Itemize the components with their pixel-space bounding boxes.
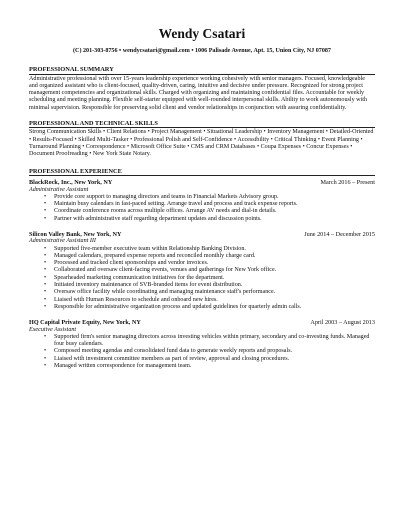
job-title: Administrative Assistant <box>29 186 89 193</box>
contact-line: (C) 201-303-8756 • wendycsatari@gmail.com • 1006 Palisade Avenue, Apt. 15, Union City, NJ 07087 <box>73 48 331 54</box>
skills-heading: PROFESSIONAL AND TECHNICAL SKILLS <box>29 120 375 129</box>
job-dates: June 2014 – December 2015 <box>304 230 375 238</box>
summary-text: Administrative professional with over 15-years leadership experience working cohesively with senior managers. Focused, knowledgeable and organized assistant who is client-focused, quality-driven, caring, intuitive and decisive under pressure. Recognized for strong project management competencies and organizational skills. Charged with organizing and maintaining confidential files. Accountable for weekly scheduling and meeting planning. Flexible self-starter equipped with well-rounded interpersonal skills. Ability to work autonomously with minimal supervision. Responsible for preserving solid client and vendor relationships in conjunction with assuring confidentiality. <box>29 75 367 111</box>
job-bullet: • Coordinate conference rooms across multiple offices. Arrange AV needs and dial-in details. <box>54 208 375 215</box>
job-bullet: • Supported firm's senior managing directors across investing vehicles within primary, secondary and co-investing funds. Managed four busy calendars. <box>54 334 375 349</box>
job-bullet: • Managed written correspondence for management team. <box>54 363 375 370</box>
job-bullet: • Maintain busy calendars in fast-paced setting. Arrange travel and process and track expense reports. <box>54 201 375 208</box>
job-bullet: • Initiated inventory maintenance of SVB-branded items for event distribution. <box>54 282 375 289</box>
job-bullet: • Liaised with investment committee members as part of review, approval and closing procedures. <box>54 356 375 363</box>
job-company: HQ Capital Private Equity, New York, NY <box>29 319 141 327</box>
job-bullet: • Composed meeting agendas and consolidated fund data to generate weekly reports and proposals. <box>54 348 375 355</box>
job-header <box>29 319 375 326</box>
job-bullet: • Processed and tracked client sponsorships and vendor invoices. <box>54 260 375 267</box>
job-bullet: • Responsible for administrative organization process and updated guidelines for quarterly admin calls. <box>54 304 375 311</box>
job-bullet: • Supported five-member executive team within Relationship Banking Division. <box>54 246 375 253</box>
skills-text: Strong Communication Skills • Client Relations • Project Management • Situational Leadership • Inventory Management • Detailed-Oriented • Results-Focused • Skilled Multi-Tasker • Professional Polish and Self-Confidence • Accessibility • Critical Thinking • Event Planning • Turnaround Planning • Correspondence • Microsoft Office Suite • CMS and CRM Databases • Coupa Expenses • Concur Expenses • Document Proofreading • New York State Notary. <box>29 129 374 158</box>
job-title: Administrative Assistant III <box>29 238 96 245</box>
job-bullet: • Provide core support to managing directors and teams in Financial Markets Advisory group. <box>54 194 375 201</box>
summary-section <box>29 66 375 112</box>
job-bullets <box>29 194 375 223</box>
experience-heading: PROFESSIONAL EXPERIENCE <box>29 168 375 177</box>
skills-section <box>29 120 375 159</box>
job-bullet: • Spearheaded marketing communication initiatives for the department. <box>54 275 375 282</box>
job-entry <box>29 319 375 370</box>
job-dates: April 2003 – August 2013 <box>310 319 375 327</box>
job-company: BlackRock, Inc., New York, NY <box>29 179 113 187</box>
job-list <box>29 179 375 370</box>
candidate-name: Wendy Csatari <box>158 26 246 41</box>
job-company: Silicon Valley Bank, New York, NY <box>29 230 122 238</box>
summary-heading: PROFESSIONAL SUMMARY <box>29 66 375 75</box>
job-entry <box>29 179 375 223</box>
job-dates: March 2016 – Present <box>320 179 375 187</box>
job-bullet: • Collaborated and oversaw client-facing events, venues and gatherings for New York office. <box>54 267 375 274</box>
job-header <box>29 231 375 238</box>
job-bullets <box>29 246 375 312</box>
job-bullet: • Oversaw office facility while coordinating and managing maintenance staff's performance. <box>54 289 375 296</box>
job-bullet: • Managed calendars, prepared expense reports and reconciled monthly charge card. <box>54 253 375 260</box>
job-title: Executive Assistant <box>29 326 77 333</box>
job-bullets <box>29 334 375 370</box>
job-entry <box>29 231 375 311</box>
job-bullet: • Liaised with Human Resources to schedule and onboard new hires. <box>54 297 375 304</box>
job-header <box>29 179 375 186</box>
job-bullet: • Partner with administrative staff regarding department updates and discussion points. <box>54 216 375 223</box>
experience-section <box>29 168 375 371</box>
